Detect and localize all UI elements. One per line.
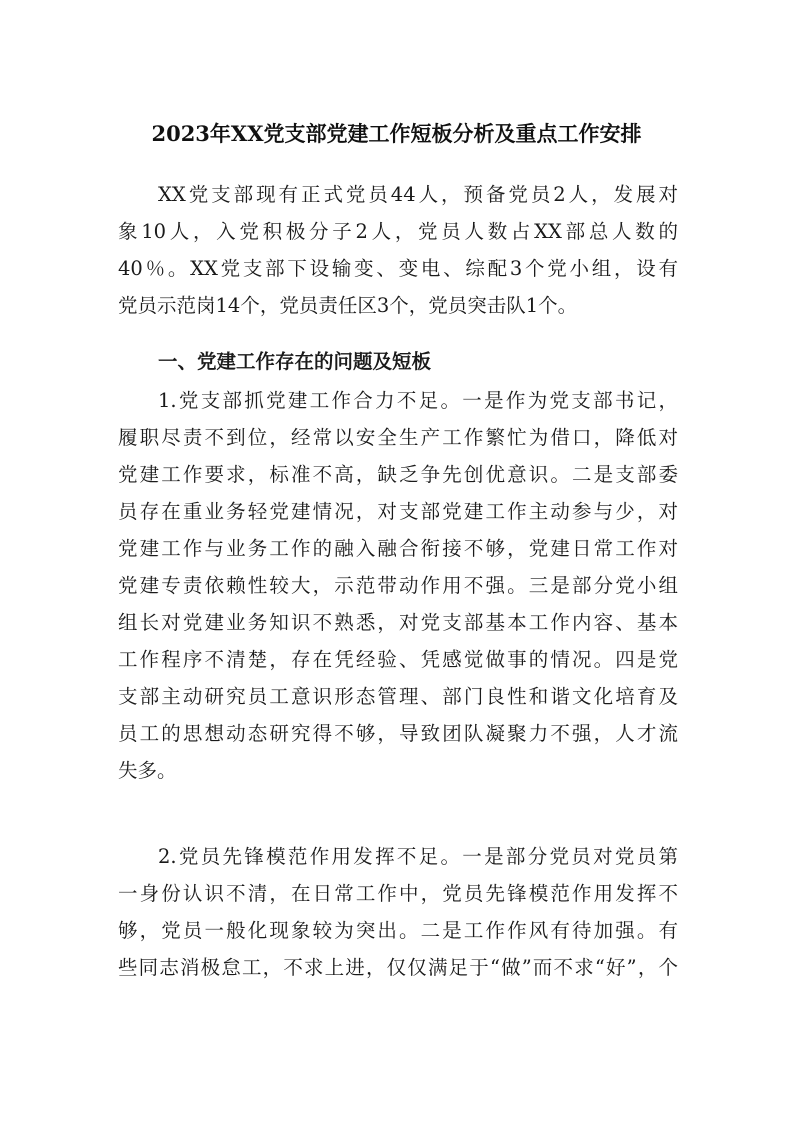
- point-2-paragraph: [118, 838, 678, 986]
- paragraph-line: XX党支部现有正式党员44人，预备党员2人，发展对: [158, 183, 678, 206]
- paragraph-line: 员存在重业务轻党建情况，对支部党建工作主动参与少，对: [118, 500, 678, 523]
- paragraph-line: 党建工作要求，标准不高，缺乏争先创优意识。二是支部委: [118, 463, 678, 486]
- intro-paragraph: [118, 176, 678, 324]
- paragraph-line: 支部主动研究员工意识形态管理、部门良性和谐文化培育及: [118, 685, 678, 708]
- paragraph-line: 一身份认识不清，在日常工作中，党员先锋模范作用发挥不: [118, 882, 678, 905]
- paragraph-line: 1.党支部抓党建工作合力不足。一是作为党支部书记，: [158, 389, 678, 412]
- paragraph-line: 员工的思想动态研究得不够，导致团队凝聚力不强，人才流: [118, 722, 678, 745]
- paragraph-line: 些同志消极怠工，不求上进，仅仅满足于“做”而不求“好”，个: [118, 956, 678, 979]
- section-heading-text: 一、党建工作存在的问题及短板: [158, 350, 432, 373]
- point-1-paragraph: [118, 382, 678, 789]
- section-heading: [118, 343, 678, 380]
- paragraph-line: 够，党员一般化现象较为突出。二是工作作风有待加强。有: [118, 919, 678, 942]
- paragraph-line: 履职尽责不到位，经常以安全生产工作繁忙为借口，降低对: [118, 426, 678, 449]
- paragraph-line: 党建工作与业务工作的融入融合衔接不够，党建日常工作对: [118, 537, 678, 560]
- paragraph-line: 党员示范岗14个，党员责任区3个，党员突击队1个。: [118, 294, 578, 317]
- paragraph-line: 40％。XX党支部下设输变、变电、综配3个党小组，设有: [118, 257, 678, 280]
- paragraph-line: 2.党员先锋模范作用发挥不足。一是部分党员对党员第: [158, 845, 678, 868]
- paragraph-line: 工作程序不清楚，存在凭经验、凭感觉做事的情况。四是党: [118, 648, 678, 671]
- paragraph-line: 组长对党建业务知识不熟悉，对党支部基本工作内容、基本: [118, 611, 678, 634]
- paragraph-line: 象10人，入党积极分子2人，党员人数占XX部总人数的: [118, 220, 678, 243]
- paragraph-line: 党建专责依赖性较大，示范带动作用不强。三是部分党小组: [118, 574, 678, 597]
- document-title: 2023年XX党支部党建工作短板分析及重点工作安排: [151, 121, 642, 146]
- paragraph-line: 失多。: [118, 759, 177, 782]
